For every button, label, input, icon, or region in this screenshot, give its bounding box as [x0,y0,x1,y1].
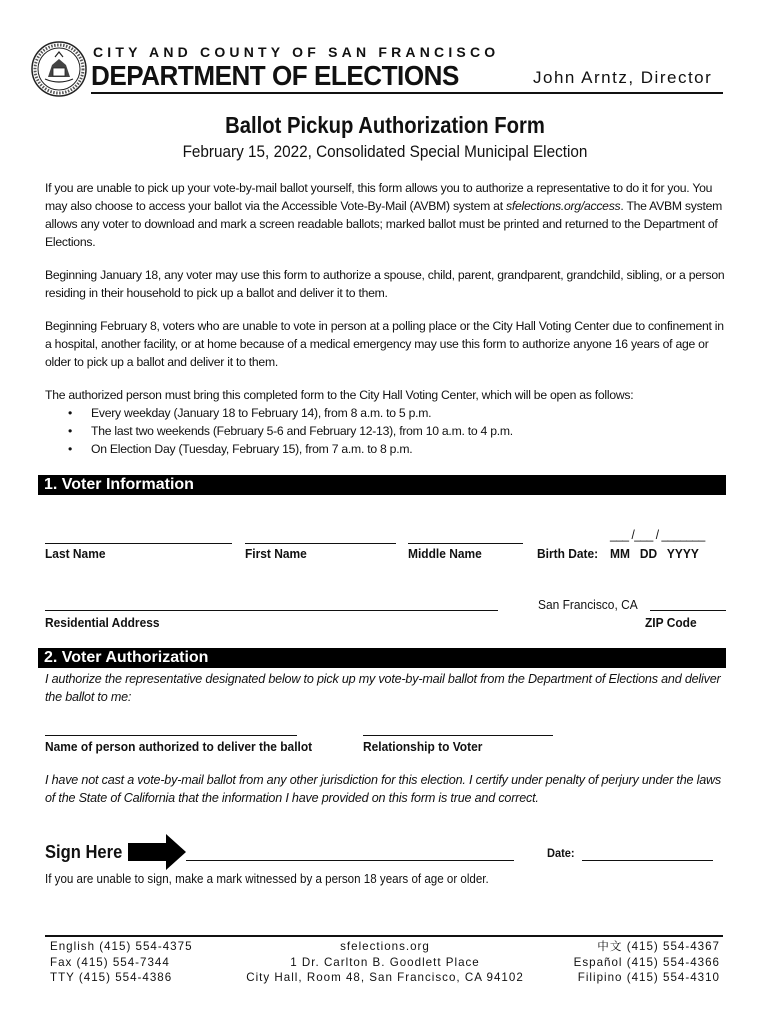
hours-list [68,404,718,458]
avbm-link[interactable]: sfelections.org/access [505,199,621,213]
intro-paragraph-2: Beginning January 18, any voter may use this form to authorize a spouse, child, parent, grandparent, grandchild, sibling, or a person residing in their household to pick up a ballot and deliver it to them. [45,268,725,300]
intro-paragraph-1 [45,179,729,251]
org-name: DEPARTMENT OF ELECTIONS [91,60,459,91]
phone-chinese: 中文 (415) 554-4367 [597,940,720,953]
signature-field[interactable] [186,860,514,861]
intro-paragraph-3: Beginning February 8, voters who are unable to vote in person at a polling place or the City Hall Voting Center due to confinement in a hospital, another facility, or at home because of a medical emergency may use this form to authorize anyone 16 years of age or older to pick up a ballot and deliver it to them. [45,319,724,369]
list-item: • Every weekday (January 18 to February 14), from 8 a.m. to 5 p.m. [68,404,718,422]
director-name: John Arntz, Director [533,68,713,87]
birth-date-label: Birth Date: [537,546,599,561]
city-state-text: San Francisco, CA [538,597,638,612]
date-label: Date: [547,846,575,860]
zip-code-label: ZIP Code [645,615,697,630]
authorized-name-field[interactable] [45,735,297,736]
phone-spanish: Español (415) 554-4366 [573,955,720,969]
residential-address-field[interactable] [45,610,498,611]
birth-date-format: MM DD YYYY [610,546,699,561]
last-name-field[interactable] [45,543,232,544]
list-item: • On Election Day (Tuesday, February 15), from 7 a.m. to 8 p.m. [68,440,718,458]
phone-english: English (415) 554-4375 [50,940,193,953]
authorized-name-label: Name of person authorized to deliver the ballot [45,739,313,754]
intro-paragraph-4: The authorized person must bring this completed form to the City Hall Voting Center, which will be open as follows: [45,388,634,402]
section-heading-voter-information: 1. Voter Information [38,475,726,495]
last-name-label: Last Name [45,546,106,561]
list-item: • The last two weekends (February 5-6 and February 12-13), from 10 a.m. to 4 p.m. [68,422,718,440]
form-subtitle: February 15, 2022, Consolidated Special Municipal Election [182,142,588,161]
footer-contact-right [520,939,720,986]
header-rule [91,92,723,94]
middle-name-field[interactable] [408,543,523,544]
city-seal-icon [31,41,87,97]
birth-date-field[interactable]: ___ /___ / _______ [610,527,705,542]
section-heading-voter-authorization: 2. Voter Authorization [38,648,726,668]
fax-number: Fax (415) 554-7344 [50,955,170,969]
phone-filipino: Filipino (415) 554-4310 [577,971,720,984]
mark-note: If you are unable to sign, make a mark witnessed by a person 18 years of age or older. [45,872,489,886]
footer-contact-center [235,939,535,986]
middle-name-label: Middle Name [408,546,482,561]
footer-rule [45,935,723,937]
form-title: Ballot Pickup Authorization Form [225,112,545,138]
office-address: City Hall, Room 48, San Francisco, CA 94102 [246,971,524,984]
footer-contact-left [50,939,193,986]
tty-number: TTY (415) 554-4386 [50,971,173,984]
relationship-label: Relationship to Voter [363,739,483,754]
intro-p1-text-a: If you are unable to pick up your vote-by-mail ballot yourself, this form allows you to authorize a representative to do it for you. You may also choose to access your ballot via the Accessible Vote-By-Mail (AVBM) system at [45,181,713,213]
residential-address-label: Residential Address [45,615,160,630]
authorize-statement: I authorize the representative designated below to pick up my vote-by-mail ballot from the Department of Elections and deliver the ballot to me: [45,672,721,704]
website-link[interactable]: sfelections.org [340,940,430,953]
intro-p1-text-b: . The AVBM system allows any voter to download and mark a screen readable ballots; marked ballot must be printed and returned to the Department of Elections. [45,199,723,249]
zip-code-field[interactable] [650,610,726,611]
sign-here-label: Sign Here [45,842,123,862]
relationship-field[interactable] [363,735,553,736]
org-top-line: CITY AND COUNTY OF SAN FRANCISCO [93,44,500,60]
arrow-right-icon [128,834,186,870]
street-address: 1 Dr. Carlton B. Goodlett Place [290,955,480,969]
date-field[interactable] [582,860,713,861]
first-name-label: First Name [245,546,307,561]
certify-statement: I have not cast a vote-by-mail ballot from any other jurisdiction for this election. I certify under penalty of perjury under the laws of the State of California that the information I have provided on this form is true and correct. [45,773,721,805]
first-name-field[interactable] [245,543,396,544]
